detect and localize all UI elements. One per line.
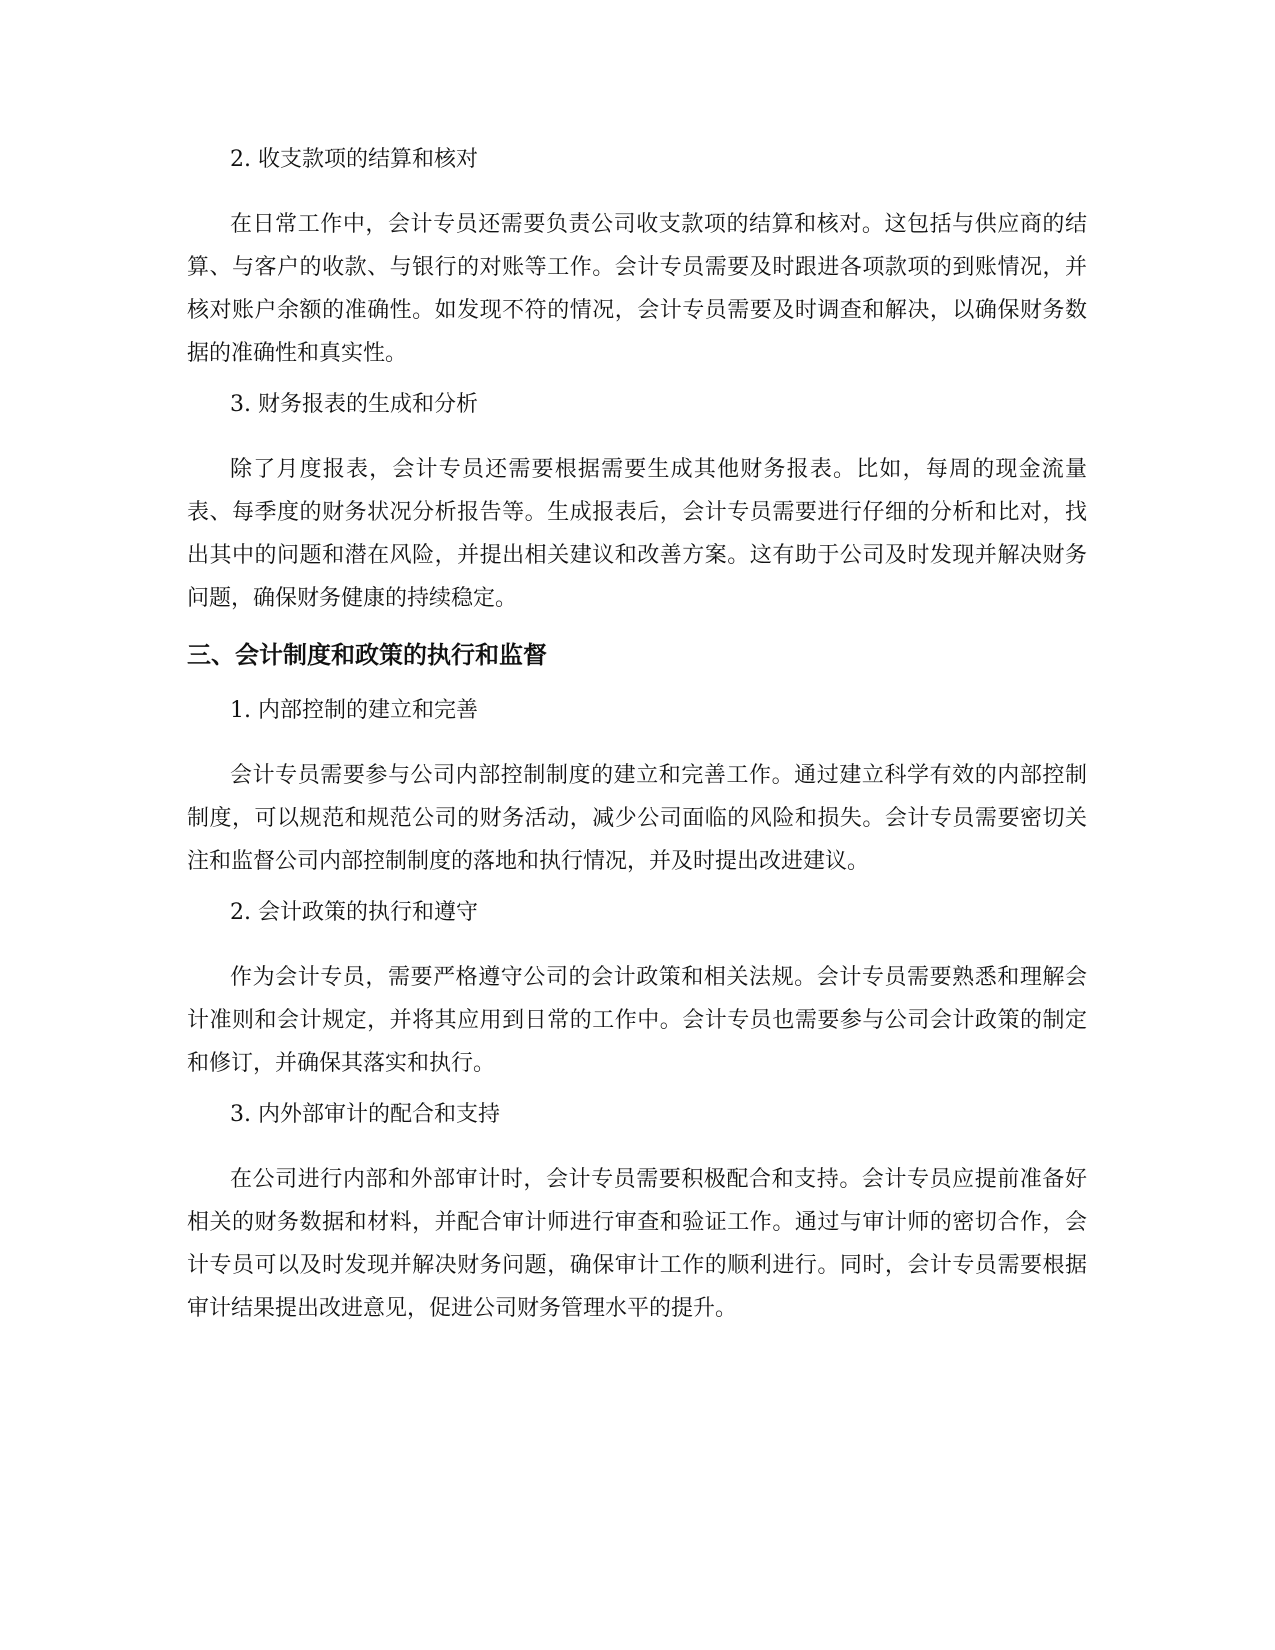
document-body xyxy=(187,145,1087,1345)
paragraph-audit-support: 在公司进行内部和外部审计时，会计专员需要积极配合和支持。会计专员应提前准备好相关的财务数据和材料，并配合审计师进行审查和验证工作。通过与审计师的密切合作，会计专员可以及时发现并解决财务问题，确保审计工作的顺利进行。同时，会计专员需要根据审计结果提出改进意见，促进公司财务管理水平的提升。 xyxy=(187,1167,1087,1321)
paragraph-settlement-reconciliation: 在日常工作中，会计专员还需要负责公司收支款项的结算和核对。这包括与供应商的结算、与客户的收款、与银行的对账等工作。会计专员需要及时跟进各项款项的到账情况，并核对账户余额的准确性。如发现不符的情况，会计专员需要及时调查和解决，以确保财务数据的准确性和真实性。 xyxy=(187,212,1087,366)
paragraph-policy-compliance: 作为会计专员，需要严格遵守公司的会计政策和相关法规。会计专员需要熟悉和理解会计准则和会计规定，并将其应用到日常的工作中。会计专员也需要参与公司会计政策的制定和修订，并确保其落实和执行。 xyxy=(187,965,1087,1076)
paragraph-internal-control: 会计专员需要参与公司内部控制制度的建立和完善工作。通过建立科学有效的内部控制制度，可以规范和规范公司的财务活动，减少公司面临的风险和损失。会计专员需要密切关注和监督公司内部控制制度的落地和执行情况，并及时提出改进建议。 xyxy=(187,763,1087,874)
paragraph-financial-reports: 除了月度报表，会计专员还需要根据需要生成其他财务报表。比如，每周的现金流量表、每季度的财务状况分析报告等。生成报表后，会计专员需要进行仔细的分析和比对，找出其中的问题和潜在风险，并提出相关建议和改善方案。这有助于公司及时发现并解决财务问题，确保财务健康的持续稳定。 xyxy=(187,457,1087,611)
subheading-financial-reports: 3. 财务报表的生成和分析 xyxy=(230,392,478,417)
subheading-policy-compliance: 2. 会计政策的执行和遵守 xyxy=(230,900,478,925)
subheading-internal-control: 1. 内部控制的建立和完善 xyxy=(230,698,478,723)
subheading-settlement-reconciliation: 2. 收支款项的结算和核对 xyxy=(230,147,478,172)
subheading-audit-support: 3. 内外部审计的配合和支持 xyxy=(230,1102,500,1127)
section-heading-accounting-policies: 三、会计制度和政策的执行和监督 xyxy=(187,641,547,669)
